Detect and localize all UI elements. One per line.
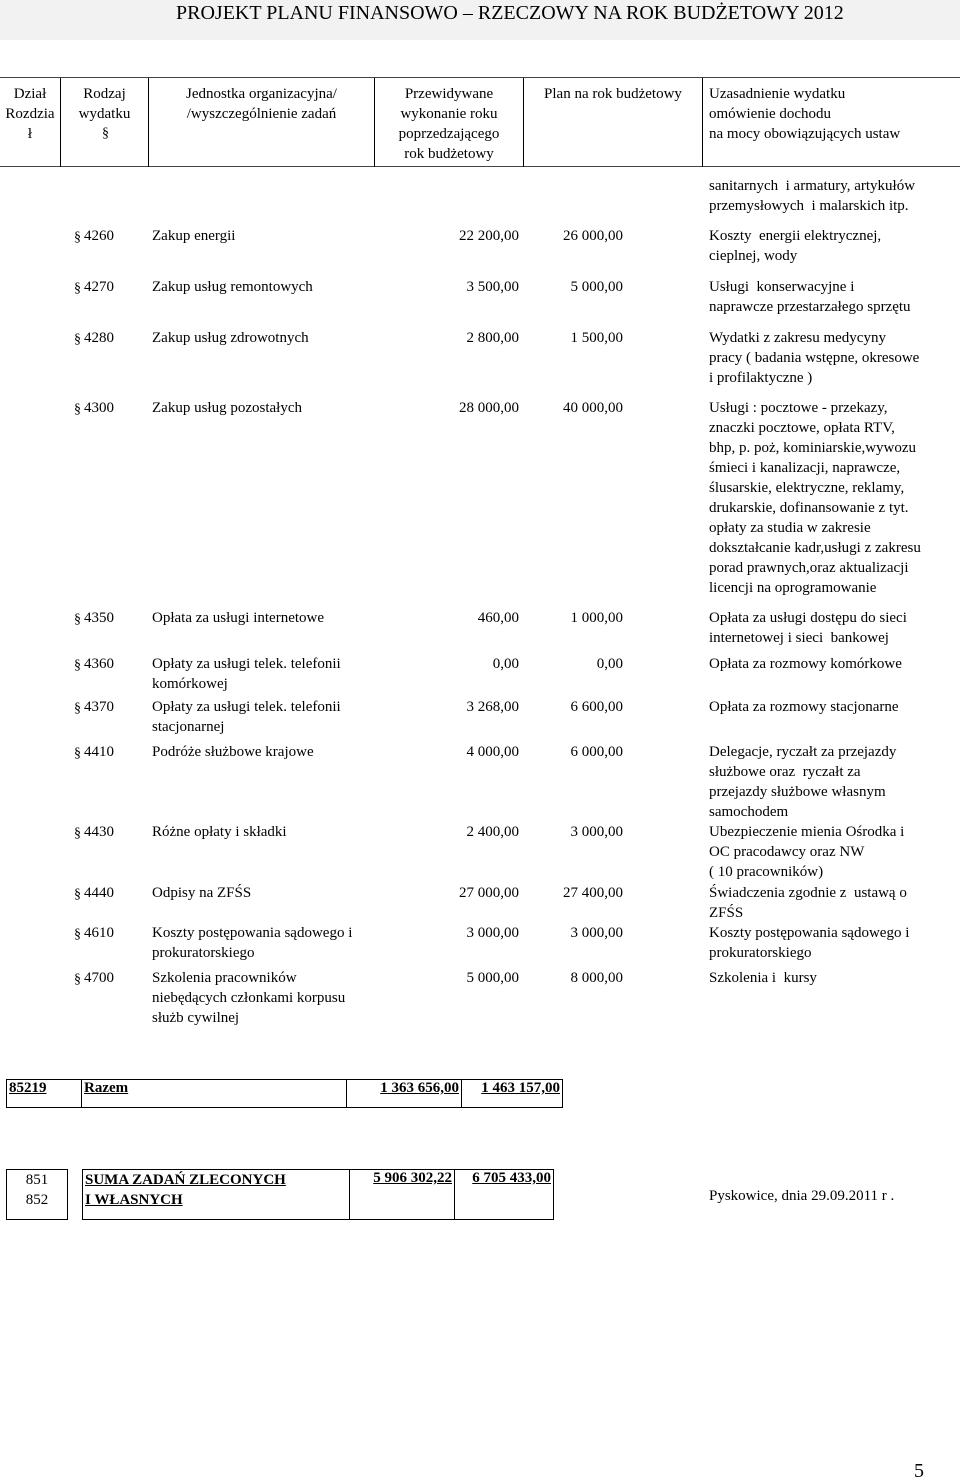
row-plan: 1 000,00 — [570, 610, 623, 626]
row-prev: 3 000,00 — [466, 925, 519, 941]
row-justification: Delegacje, ryczałt za przejazdy służbowe oraz ryczałt za przejazdy służbowe własnym samochodem — [709, 744, 897, 820]
suma-prev: 5 906 302,22 — [350, 1170, 455, 1220]
row-name: Odpisy na ZFŚS — [152, 885, 252, 901]
row-plan: 26 000,00 — [563, 228, 623, 244]
razem-code: 85219 — [7, 1080, 82, 1108]
suma-row — [6, 1169, 554, 1220]
row-justification: Koszty postępowania sądowego i prokuratorskiego — [709, 925, 910, 961]
row-justification: Opłata za rozmowy stacjonarne — [709, 699, 899, 715]
row-plan: 3 000,00 — [570, 925, 623, 941]
paragraph-icon: § — [74, 826, 81, 841]
row-justification: Ubezpieczenie mienia Ośrodka i OC pracodawcy oraz NW ( 10 pracowników) — [709, 824, 905, 880]
paragraph-icon: § — [74, 612, 81, 627]
row-prev: 4 000,00 — [466, 744, 519, 760]
row-prev: 2 800,00 — [466, 330, 519, 346]
row-name: Opłata za usługi internetowe — [152, 610, 325, 626]
row-prev: 0,00 — [492, 656, 519, 672]
row-name: Koszty postępowania sądowego i prokuratorskiego — [152, 925, 353, 961]
row-name: Różne opłaty i składki — [152, 824, 287, 840]
row-plan: 0,00 — [596, 656, 623, 672]
paragraph-icon: § — [74, 701, 81, 716]
row-code: 4260 — [84, 228, 114, 244]
row-justification: Świadczenia zgodnie z ustawą o ZFŚS — [709, 885, 907, 921]
paragraph-icon: § — [102, 126, 109, 141]
row-prev: 27 000,00 — [459, 885, 519, 901]
row-justification: Wydatki z zakresu medycyny pracy ( badania wstępne, okresowe i profilaktyczne ) — [709, 330, 920, 386]
place-date: Pyskowice, dnia 29.09.2011 r . — [709, 1188, 895, 1204]
row-name: Zakup energii — [152, 228, 236, 244]
col-header-przewidywane: Przewidywane wykonanie roku poprzedzającego rok budżetowy — [398, 86, 500, 162]
row-plan: 27 400,00 — [563, 885, 623, 901]
row-plan: 3 000,00 — [570, 824, 623, 840]
row-name: Opłaty za usługi telek. telefonii komórkowej — [152, 656, 341, 692]
row-name: Zakup usług pozostałych — [152, 400, 302, 416]
row-code: 4350 — [84, 610, 114, 626]
row-name: Zakup usług remontowych — [152, 279, 313, 295]
row-prev: 22 200,00 — [459, 228, 519, 244]
row-plan: 6 600,00 — [570, 699, 623, 715]
col-header-uzasadnienie: Uzasadnienie wydatku omówienie dochodu na mocy obowiązujących ustaw — [709, 86, 901, 142]
page-title: PROJEKT PLANU FINANSOWO – RZECZOWY NA ROK BUDŻETOWY 2012 — [176, 2, 844, 24]
row-prev: 2 400,00 — [466, 824, 519, 840]
row-code: 4280 — [84, 330, 114, 346]
row-plan: 5 000,00 — [570, 279, 623, 295]
row-code: 4700 — [84, 970, 114, 986]
razem-plan: 1 463 157,00 — [462, 1080, 563, 1108]
row-plan: 8 000,00 — [570, 970, 623, 986]
col-header-jednostka: Jednostka organizacyjna/ /wyszczególnienie zadań — [186, 86, 337, 122]
paragraph-icon: § — [74, 402, 81, 417]
header-bottom-line — [0, 166, 960, 167]
row-prev: 3 268,00 — [466, 699, 519, 715]
col-divider — [702, 78, 703, 167]
row-prev: 3 500,00 — [466, 279, 519, 295]
suma-code: 851 852 — [7, 1170, 68, 1220]
row-name: Szkolenia pracowników niebędących członkami korpusu służb cywilnej — [152, 970, 346, 1026]
suma-label: SUMA ZADAŃ ZLECONYCH I WŁASNYCH — [83, 1170, 350, 1220]
row-code: 4430 — [84, 824, 114, 840]
row-prev: 460,00 — [477, 610, 519, 626]
row-name: Podróże służbowe krajowe — [152, 744, 314, 760]
row-code: 4610 — [84, 925, 114, 941]
row-plan: 40 000,00 — [563, 400, 623, 416]
page-number: 5 — [914, 1460, 924, 1482]
paragraph-icon: § — [74, 658, 81, 673]
row-justification: Usługi konserwacyjne i naprawcze przestarzałego sprzętu — [709, 279, 911, 315]
row-justification: Usługi : pocztowe - przekazy, znaczki pocztowe, opłata RTV, bhp, p. poż, kominiarskie,wywozu śmieci i kanalizacji, naprawcze, ślusarskie, elektryczne, reklamy, drukarskie, dofinansowanie z tyt. opłaty za studia w zakresie dokształcanie kadr,usługi z zakresu porad prawnych,oraz aktualizacji licencji na oprogramowanie — [709, 400, 921, 596]
row-justification: Szkolenia i kursy — [709, 970, 817, 986]
razem-row — [6, 1079, 563, 1108]
row-code: 4270 — [84, 279, 114, 295]
row-prev: 28 000,00 — [459, 400, 519, 416]
continued-justification: sanitarnych i armatury, artykułów przemysłowych i malarskich itp. — [709, 178, 916, 214]
row-justification: Koszty energii elektrycznej, cieplnej, wody — [709, 228, 882, 264]
paragraph-icon: § — [74, 746, 81, 761]
col-header-plan: Plan na rok budżetowy — [544, 86, 682, 102]
paragraph-icon: § — [74, 281, 81, 296]
col-header-dzial: Dział Rozdzia ł — [5, 86, 55, 142]
suma-plan: 6 705 433,00 — [455, 1170, 554, 1220]
row-plan: 6 000,00 — [570, 744, 623, 760]
paragraph-icon: § — [74, 230, 81, 245]
row-justification: Opłata za usługi dostępu do sieci internetowej i sieci bankowej — [709, 610, 907, 646]
paragraph-icon: § — [74, 887, 81, 902]
paragraph-icon: § — [74, 927, 81, 942]
razem-prev: 1 363 656,00 — [347, 1080, 462, 1108]
row-code: 4410 — [84, 744, 114, 760]
paragraph-icon: § — [74, 972, 81, 987]
row-code: 4370 — [84, 699, 114, 715]
razem-label: Razem — [82, 1080, 347, 1108]
row-name: Zakup usług zdrowotnych — [152, 330, 309, 346]
paragraph-icon: § — [74, 332, 81, 347]
row-plan: 1 500,00 — [570, 330, 623, 346]
row-code: 4300 — [84, 400, 114, 416]
row-justification: Opłata za rozmowy komórkowe — [709, 656, 902, 672]
row-prev: 5 000,00 — [466, 970, 519, 986]
row-code: 4440 — [84, 885, 114, 901]
header-top-line — [0, 77, 960, 78]
row-name: Opłaty za usługi telek. telefonii stacjonarnej — [152, 699, 341, 735]
col-header-rodzaj: Rodzaj wydatku — [78, 86, 131, 122]
row-code: 4360 — [84, 656, 114, 672]
